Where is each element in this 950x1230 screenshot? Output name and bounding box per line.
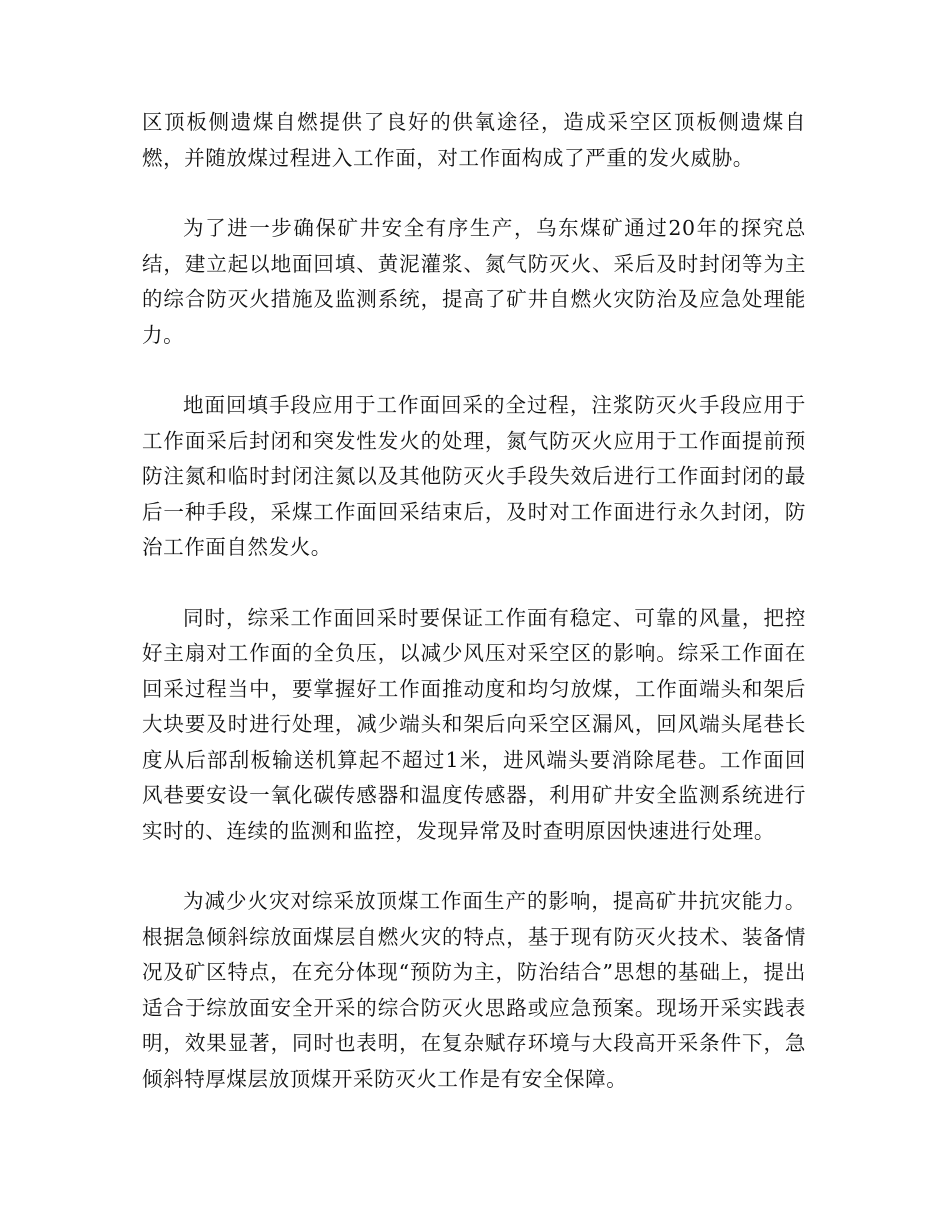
document-body [142, 105, 806, 1132]
paragraph-continuation: 区顶板侧遗煤自燃提供了良好的供氧途径，造成采空区顶板侧遗煤自燃，并随放煤过程进入工作面，对工作面构成了严重的发火威胁。 [142, 110, 806, 170]
paragraph: 为减少火灾对综采放顶煤工作面生产的影响，提高矿井抗灾能力。根据急倾斜综放面煤层自燃火灾的特点，基于现有防灭火技术、装备情况及矿区特点，在充分体现“预防为主，防治结合”思想的基础上，提出适合于综放面安全开采的综合防灭火思路或应急预案。现场开采实践表明，效果显著，同时也表明，在复杂赋存环境与大段高开采条件下，急倾斜特厚煤层放顶煤开采防灭火工作是有安全保障。 [142, 889, 806, 1091]
paragraph: 为了进一步确保矿井安全有序生产，乌东煤矿通过20年的探究总结，建立起以地面回填、黄泥灌浆、氮气防灭火、采后及时封闭等为主的综合防灭火措施及监测系统，提高了矿井自燃火灾防治及应急处理能力。 [142, 216, 806, 347]
paragraph: 地面回填手段应用于工作面回采的全过程，注浆防灭火手段应用于工作面采后封闭和突发性发火的处理，氮气防灭火应用于工作面提前预防注氮和临时封闭注氮以及其他防灭火手段失效后进行工作面封闭的最后一种手段，采煤工作面回采结束后，及时对工作面进行永久封闭，防治工作面自然发火。 [142, 393, 806, 559]
paragraph: 同时，综采工作面回采时要保证工作面有稳定、可靠的风量，把控好主扇对工作面的全负压，以减少风压对采空区的影响。综采工作面在回采过程当中，要掌握好工作面推动度和均匀放煤，工作面端头和架后大块要及时进行处理，减少端头和架后向采空区漏风，回风端头尾巷长度从后部刮板输送机算起不超过1米，进风端头要消除尾巷。工作面回风巷要安设一氧化碳传感器和温度传感器，利用矿井安全监测系统进行实时的、连续的监测和监控，发现异常及时查明原因快速进行处理。 [142, 605, 806, 843]
